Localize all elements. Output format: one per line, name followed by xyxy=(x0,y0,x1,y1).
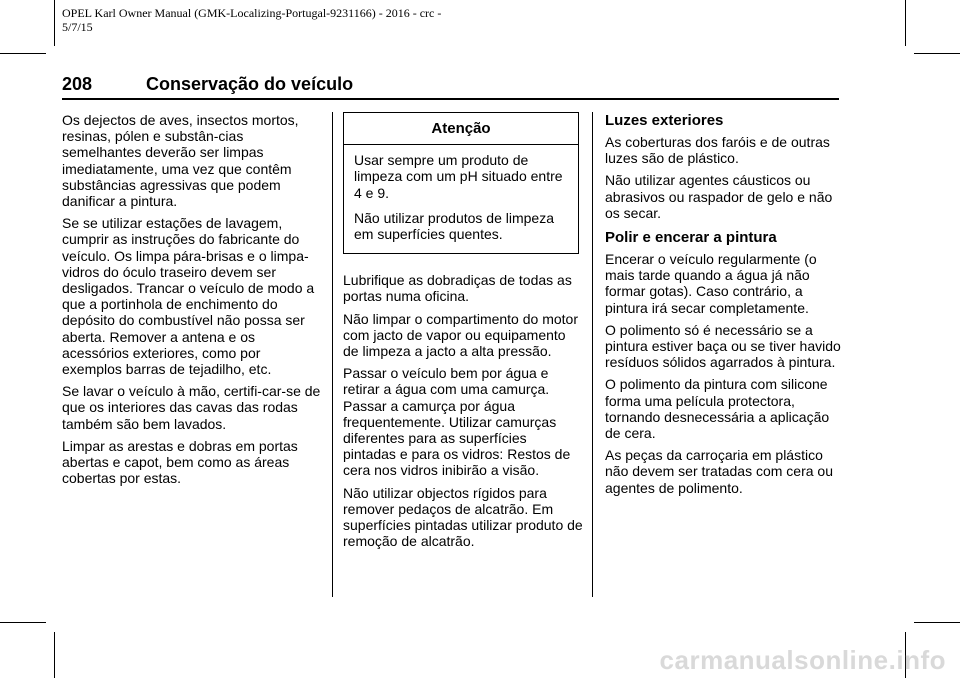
paragraph: Os dejectos de aves, insectos mortos, resinas, pólen e substân-cias semelhantes deverão ser limpas imediatamente, uma vez que contêm substâncias agressivas que podem danificar a pintura. xyxy=(62,112,299,210)
watermark: carmanualsonline.info xyxy=(659,645,946,675)
column-2 xyxy=(343,112,583,555)
warning-paragraph: Não utilizar produtos de limpeza em superfícies quentes. xyxy=(354,209,554,243)
crop-mark xyxy=(54,0,55,46)
warning-body xyxy=(344,145,578,253)
crop-mark xyxy=(0,53,46,54)
manual-header-line1: OPEL Karl Owner Manual (GMK-Localizing-Portugal-9231166) - 2016 - crc - xyxy=(62,6,442,20)
warning-title: Atenção xyxy=(344,113,578,145)
warning-paragraph: Usar sempre um produto de limpeza com um pH situado entre 4 e 9. xyxy=(354,152,563,201)
paragraph: O polimento da pintura com silicone forma uma película protectora, tornando desnecessária a aplicação de cera. xyxy=(605,376,830,442)
paragraph: Não utilizar objectos rígidos para remover pedaços de alcatrão. Em superfícies pintadas utilizar produto de remoção de alcatrão. xyxy=(343,484,583,550)
manual-header xyxy=(62,6,502,34)
paragraph: O polimento só é necessário se a pintura estiver baça ou se tiver havido resíduos sólidos agarrados à pintura. xyxy=(605,321,841,371)
paragraph: Encerar o veículo regularmente (o mais tarde quando a água já não formar gotas). Caso contrário, a pintura irá secar completamente. xyxy=(605,251,817,316)
paragraph: Lubrifique as dobradiças de todas as portas numa oficina. xyxy=(343,272,572,305)
section-heading-exterior-lights: Luzes exteriores xyxy=(605,112,724,129)
crop-mark xyxy=(914,53,960,54)
paragraph: As coberturas dos faróis e de outras luzes são de plástico. xyxy=(605,134,830,167)
warning-box xyxy=(343,112,579,254)
column-divider xyxy=(592,112,593,597)
crop-mark xyxy=(54,632,55,678)
crop-mark xyxy=(905,0,906,46)
section-heading-polish-wax: Polir e encerar a pintura xyxy=(605,229,777,247)
page-title: Conservação do veículo xyxy=(146,74,354,94)
column-divider xyxy=(332,112,333,597)
crop-mark xyxy=(914,622,960,623)
column-1 xyxy=(62,112,324,492)
paragraph: As peças da carroçaria em plástico não devem ser tratadas com cera ou agentes de polimento. xyxy=(605,447,834,496)
paragraph: Limpar as arestas e dobras em portas abertas e capot, bem como as áreas cobertas por estas. xyxy=(62,437,298,487)
paragraph: Não utilizar agentes cáusticos ou abrasivos ou raspador de gelo e não os secar. xyxy=(605,172,833,221)
title-rule xyxy=(62,98,839,100)
page-number: 208 xyxy=(62,74,93,94)
paragraph: Se lavar o veículo à mão, certifi-car-se de que os interiores das cavas das rodas também são bem lavados. xyxy=(62,383,321,432)
paragraph: Se se utilizar estações de lavagem, cumprir as instruções do fabricante do veículo. Os limpa pára-brisas e o limpa-vidros do óculo traseiro devem ser desligados. Trancar o veículo de modo a que a portinhola de enchimento do depósito do combustível não possa ser aberta. Remover a antena e os acessórios exteriores, como por exemplos barras de tejadilho, etc. xyxy=(62,215,315,378)
manual-header-line2: 5/7/15 xyxy=(62,20,93,34)
column-3 xyxy=(605,112,843,502)
paragraph: Passar o veículo bem por água e retirar a água com uma camurça. Passar a camurça por água frequentemente. Utilizar camurças diferentes para as superfícies pintadas e para os vidros: Restos de cera nos vidros inibirão a visão. xyxy=(343,365,571,479)
paragraph: Não limpar o compartimento do motor com jacto de vapor ou equipamento de limpeza a jacto a alta pressão. xyxy=(343,310,578,360)
crop-mark xyxy=(0,622,46,623)
